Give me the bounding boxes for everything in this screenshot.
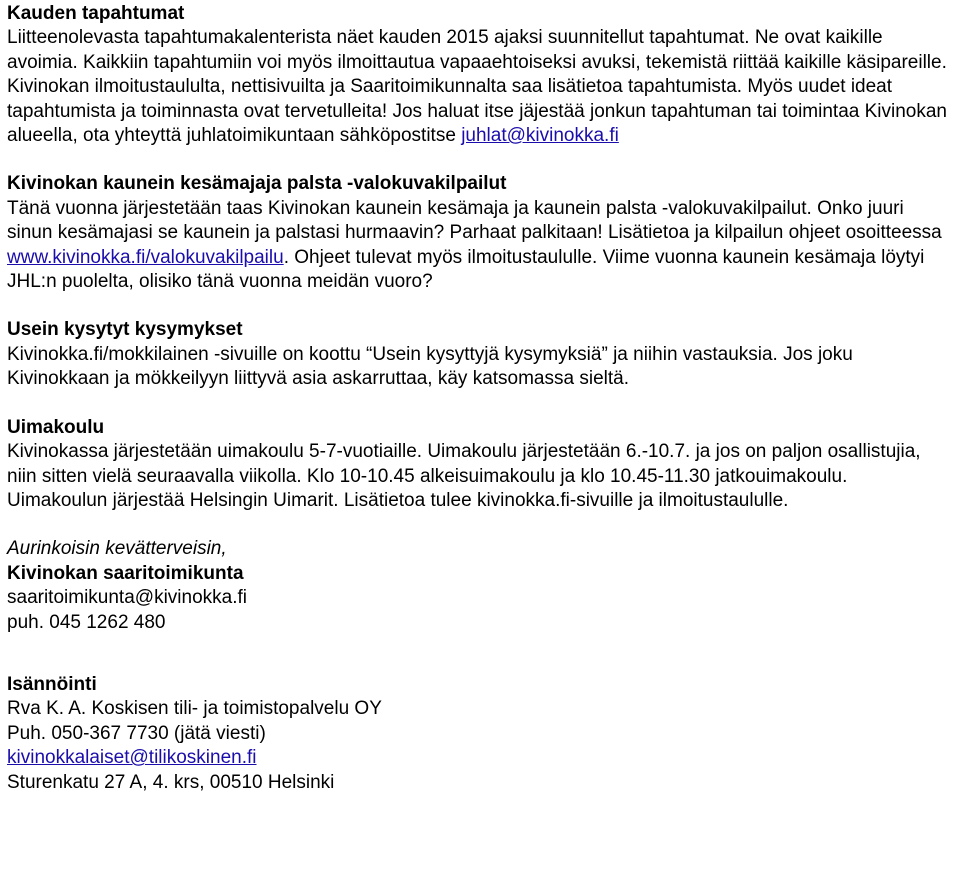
spacer: [7, 148, 947, 172]
faq-body: Kivinokka.fi/mokkilainen -sivuille on koottu “Usein kysyttyjä kysymyksiä” ja niihin vastauksia. Jos joku Kivinokkaan ja mökkeilyyn liittyvä asia askarruttaa, käy katsomassa sieltä.: [7, 343, 853, 390]
spacer: [7, 392, 947, 416]
faq-section: [7, 318, 947, 391]
management-company: Rva K. A. Koskisen tili- ja toimistopalvelu OY: [7, 698, 382, 720]
signature-greeting: Aurinkoisin kevätterveisin,: [7, 538, 227, 560]
events-email-link[interactable]: juhlat@kivinokka.fi: [461, 125, 619, 147]
contest-section: [7, 172, 947, 294]
faq-heading: Usein kysytyt kysymykset: [7, 319, 243, 341]
contest-link-part-2: .fi/valokuvakilpailu: [130, 246, 284, 268]
swim-heading: Uimakoulu: [7, 416, 105, 438]
contest-text-end: . Ohjeet tulevat myös ilmoitustaululle. Viime vuonna kaunein kesämaja löytyi JHL:n puolelta, olisiko tänä vuonna meidän vuoro?: [7, 246, 925, 293]
swim-body: Kivinokassa järjestetään uimakoulu 5-7-vuotiaille. Uimakoulu järjestetään 6.-10.7. ja jos on paljon osallistujia, niin sitten vielä seuraavalla viikolla. Klo 10-10.45 alkeisuimakoulu ja klo 10.45-11.30 jatkouimakoulu. Uimakoulun järjestää Helsingin Uimarit. Lisätietoa tulee kivinokka.fi-sivuille ja ilmoitustaululle.: [7, 441, 921, 511]
spacer: [7, 635, 947, 659]
management-heading: Isännöinti: [7, 673, 97, 695]
spacer: [7, 659, 947, 673]
signature-org: Kivinokan saaritoimikunta: [7, 562, 244, 584]
events-heading: Kauden tapahtumat: [7, 3, 185, 24]
spacer: [7, 294, 947, 318]
swim-section: [7, 416, 947, 514]
signature-email: saaritoimikunta@kivinokka.fi: [7, 587, 247, 609]
management-address: Sturenkatu 27 A, 4. krs, 00510 Helsinki: [7, 771, 335, 793]
contest-body: [7, 197, 947, 295]
contest-link-part-1: www.kivinokka: [7, 246, 131, 268]
signature-section: [7, 537, 947, 635]
management-email-link[interactable]: kivinokkalaiset@tilikoskinen.fi: [7, 747, 257, 769]
events-body: [7, 26, 947, 148]
events-section: [7, 2, 947, 148]
contest-link[interactable]: [7, 247, 284, 268]
events-text: Liitteenolevasta tapahtumakalenterista näet kauden 2015 ajaksi suunnitellut tapahtumat. Ne ovat kaikille avoimia. Kaikkiin tapahtumiin voi myös ilmoittautua vapaaehtoiseksi avuksi, tekemistä riittää kaikille käsipareille. Kivinokan ilmoitustaululta, nettisivuilta ja Saaritoimikunnalta saa lisätietoa tapahtumista. Myös uudet ideat tapahtumista ja toiminnasta ovat tervetulleita! Jos haluat itse jäjestää jonkun tapahtuman tai toimintaa Kivinokan alueella, ota yhteyttä juhlatoimikuntaan sähköpostitse: [7, 27, 947, 147]
contest-text: Tänä vuonna järjestetään taas Kivinokan kaunein kesämaja ja kaunein palsta -valokuvakilpailut. Onko juuri sinun kesämajasi se kaunein ja palstasi hurmaavin? Parhaat palkitaan! Lisätietoa ja kilpailun ohjeet osoitteessa: [7, 197, 942, 244]
spacer: [7, 513, 947, 537]
signature-phone: puh. 045 1262 480: [7, 611, 166, 633]
management-phone: Puh. 050-367 7730 (jätä viesti): [7, 722, 266, 744]
management-section: [7, 673, 947, 795]
contest-heading: Kivinokan kaunein kesämajaja palsta -valokuvakilpailut: [7, 173, 507, 195]
